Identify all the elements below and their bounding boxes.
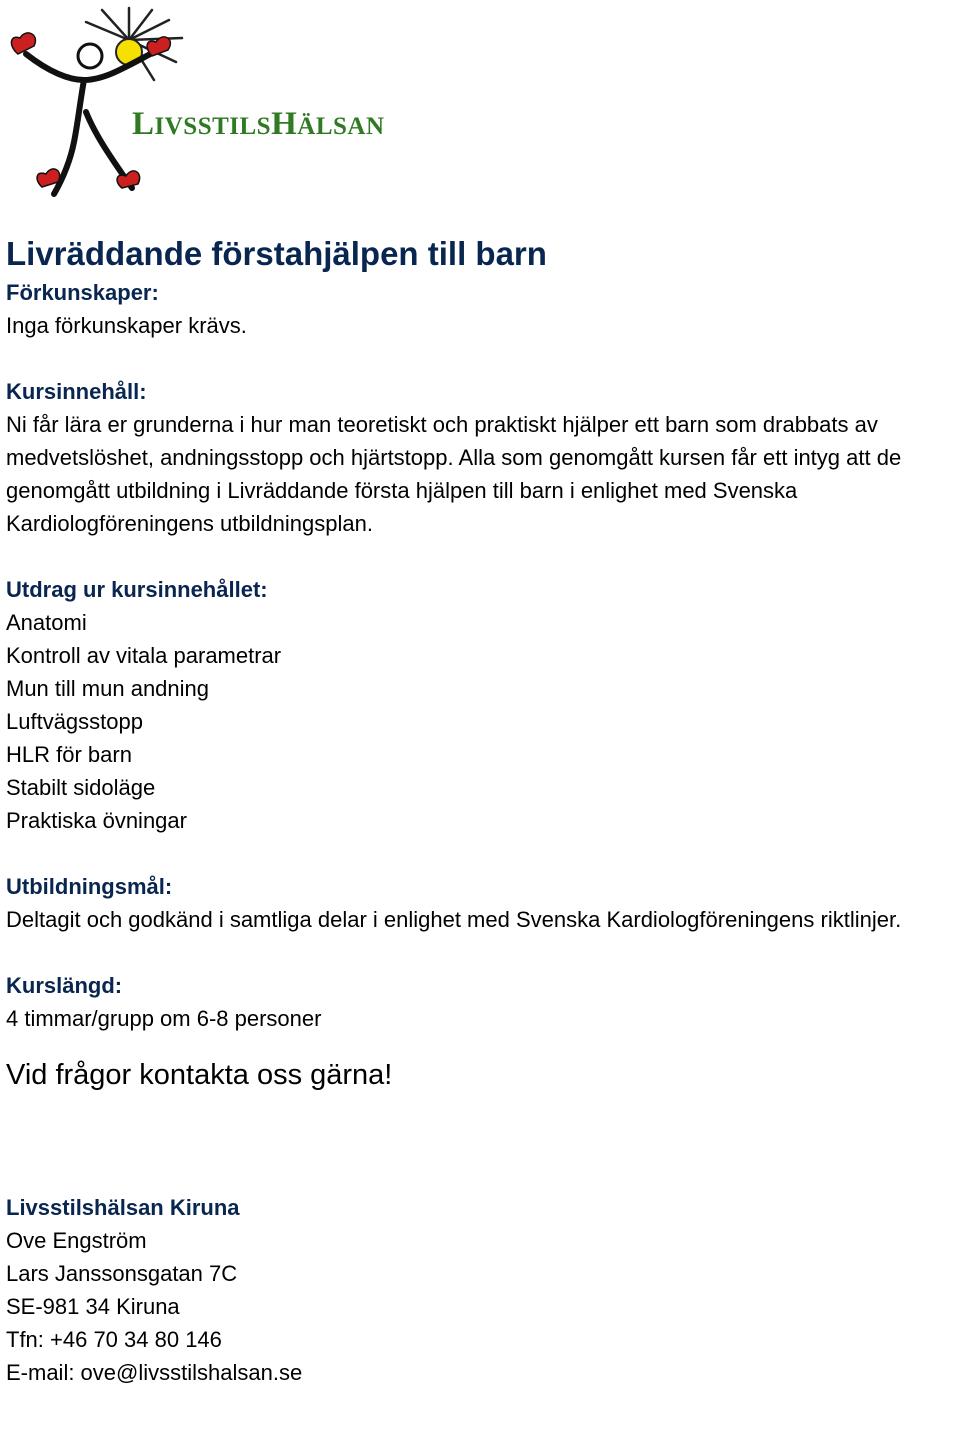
logo (4, 2, 484, 197)
contact-call: Vid frågor kontakta oss gärna! (6, 1059, 393, 1091)
contact-street: Lars Janssonsgatan 7C (6, 1261, 238, 1286)
goal-heading: Utbildningsmål: (6, 874, 173, 899)
list-item: Kontroll av vitala parametrar (6, 643, 282, 668)
logo-text: LIVSSTILSHÄLSAN (132, 106, 385, 142)
excerpt-list (6, 606, 956, 837)
person-sun-icon (4, 2, 204, 197)
prerequisites-heading: Förkunskaper: (6, 280, 159, 305)
list-item: Mun till mun andning (6, 676, 210, 701)
prerequisites-text: Inga förkunskaper krävs. (6, 313, 247, 338)
page-title: Livräddande förstahjälpen till barn (6, 235, 547, 272)
contact-city: SE-981 34 Kiruna (6, 1294, 180, 1319)
contact-name: Ove Engström (6, 1228, 147, 1253)
document-body (6, 232, 956, 1389)
contact-phone: Tfn: +46 70 34 80 146 (6, 1327, 222, 1352)
content-heading: Kursinnehåll: (6, 379, 147, 404)
length-heading: Kurslängd: (6, 973, 123, 998)
list-item: Luftvägsstopp (6, 709, 143, 734)
content-text: Ni får lära er grunderna i hur man teoretiskt och praktiskt hjälper ett barn som drabbats av medvetslöshet, andningsstopp och hjärtstopp. Alla som genomgått kursen får ett intyg att de genomgått utbildning i Livräddande första hjälpen till barn i enlighet med Svenska Kardiologföreningens utbildningsplan. (6, 412, 902, 536)
list-item: Praktiska övningar (6, 808, 187, 833)
contact-email: E-mail: ove@livsstilshalsan.se (6, 1360, 303, 1385)
list-item: HLR för barn (6, 742, 132, 767)
contact-org: Livsstilshälsan Kiruna (6, 1195, 240, 1220)
list-item: Stabilt sidoläge (6, 775, 156, 800)
excerpt-heading: Utdrag ur kursinnehållet: (6, 577, 268, 602)
list-item: Anatomi (6, 610, 87, 635)
goal-text: Deltagit och godkänd i samtliga delar i enlighet med Svenska Kardiologföreningens riktlinjer. (6, 907, 902, 932)
length-text: 4 timmar/grupp om 6-8 personer (6, 1006, 322, 1031)
